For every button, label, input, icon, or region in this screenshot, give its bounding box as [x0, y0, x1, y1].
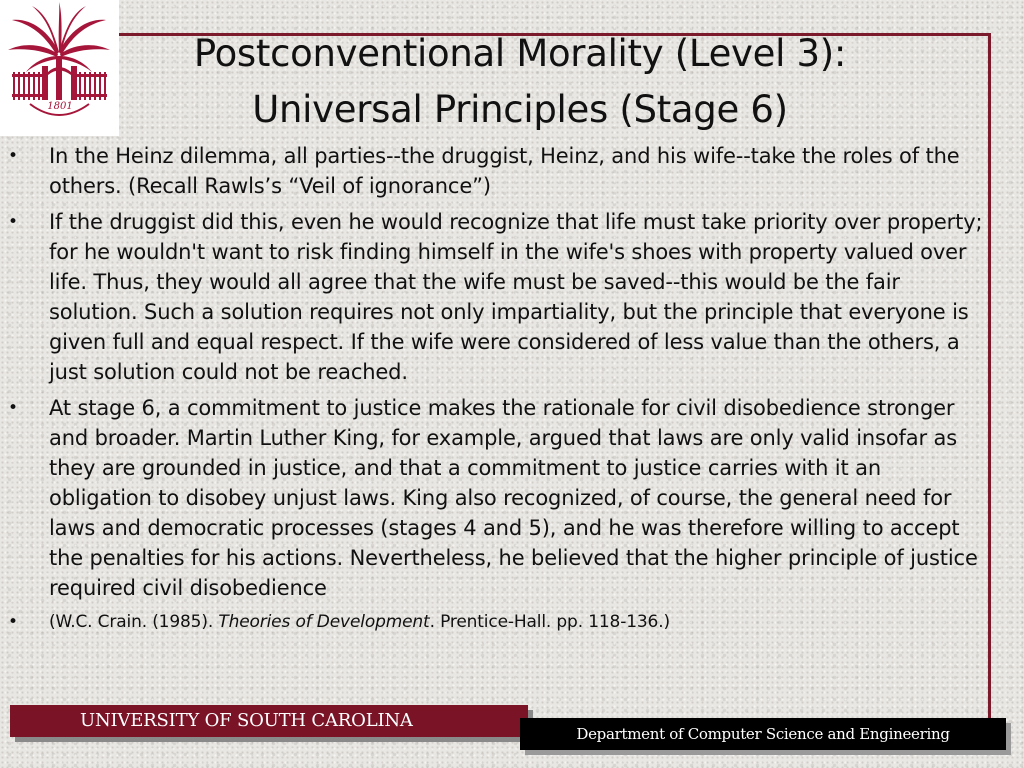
bullet-marker: • — [8, 146, 18, 166]
frame-right-border — [988, 33, 991, 728]
university-banner — [10, 705, 528, 737]
title-line-1: Postconventional Morality (Level 3): — [193, 32, 847, 75]
bullet-item — [8, 393, 988, 603]
university-name: UNIVERSITY OF SOUTH CAROLINA — [80, 710, 413, 731]
bullet-marker: • — [8, 612, 18, 632]
page-title — [120, 26, 920, 138]
bullet-marker: • — [8, 398, 18, 418]
bullet-text: At stage 6, a commitment to justice makes the rationale for civil disobedience stronger and broader. Martin Luther King, for example, argued that laws are only valid insofar as they are grounded in justice, and that a commitment to justice carries with it an obligation to disobey unjust laws. King also recognized, of course, the general need for laws and democratic processes (stages 4 and 5), and he was therefore willing to accept the penalties for his actions. Nevertheless, he believed that the higher principle of justice required civil disobedience — [49, 396, 978, 600]
citation-suffix: . Prentice-Hall. pp. 118-136.) — [429, 612, 670, 632]
bullet-item — [8, 141, 988, 201]
citation-prefix: (W.C. Crain. (1985). — [49, 612, 219, 632]
title-line-2: Universal Principles (Stage 6) — [252, 88, 788, 131]
bullet-item — [8, 207, 988, 387]
usc-logo — [0, 0, 119, 136]
bullet-text: In the Heinz dilemma, all parties--the druggist, Heinz, and his wife--take the roles of the others. (Recall Rawls’s “Veil of ignorance”) — [49, 144, 960, 198]
bullet-list — [8, 141, 988, 641]
logo-year: 1801 — [47, 101, 73, 112]
citation-book-title: Theories of Development — [218, 612, 430, 632]
department-name: Department of Computer Science and Engineering — [576, 725, 950, 743]
citation-item — [8, 609, 988, 635]
bullet-text: If the druggist did this, even he would recognize that life must take priority over property; for he wouldn't want to risk finding himself in the wife's shoes with property valued over life. Thus, they would all agree that the wife must be saved--this would be the fair solution. Such a solution requires not only impartiality, but the principle that everyone is given full and equal respect. If the wife were considered of less value than the others, a just solution could not be reached. — [49, 210, 983, 384]
department-banner — [520, 718, 1006, 750]
bullet-marker: • — [8, 212, 18, 232]
palmetto-tree-icon — [0, 0, 119, 136]
